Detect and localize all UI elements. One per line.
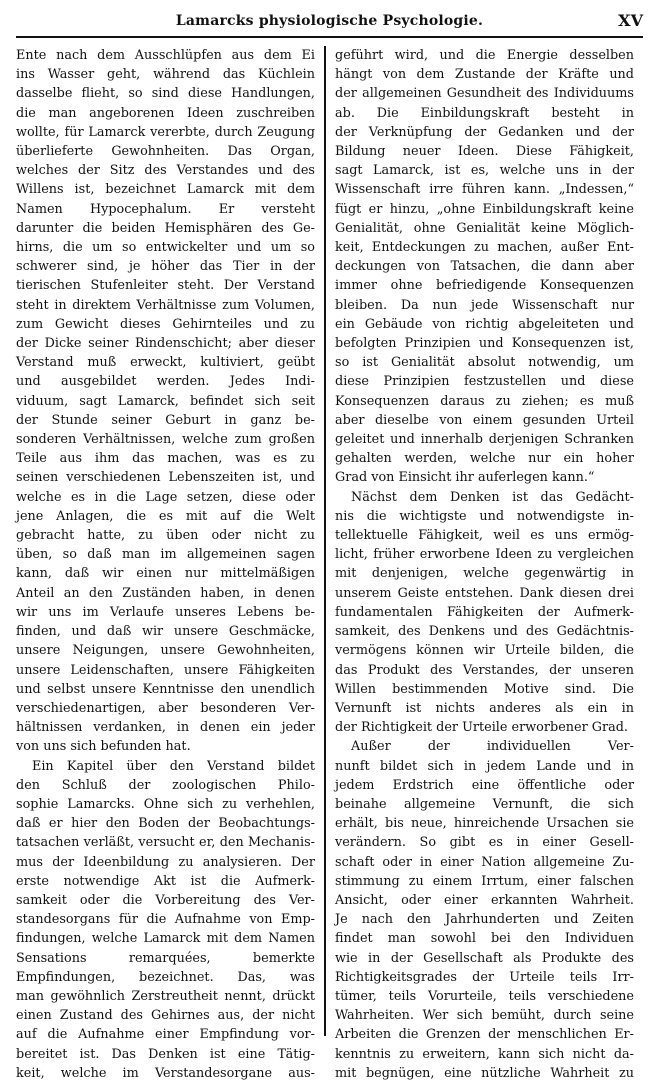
text-line: mit denjenigen, welche gegenwärtig in — [335, 566, 634, 582]
text-line: und selbst unsere Kenntnisse den unendlich — [16, 681, 315, 697]
text-line: überlieferte Gewohnheiten. Das Organ, — [16, 144, 315, 160]
text-line: daß er hier den Boden der Beobachtungs- — [16, 816, 315, 832]
right-column — [326, 46, 634, 1081]
text-line: viduum, sagt Lamarck, befindet sich seit — [16, 393, 315, 409]
text-line: Namen Hypocephalum. Er versteht — [16, 201, 315, 217]
text-line: erste notwendige Akt ist die Aufmerk- — [16, 873, 315, 889]
text-line: der Dicke seiner Rindenschicht; aber dieser — [16, 336, 315, 352]
text-line: Arbeiten die Grenzen der menschlichen Er- — [335, 1027, 634, 1043]
text-line: auf die Aufnahme einer Empfindung vor- — [16, 1027, 315, 1043]
text-line: keit, welche im Verstandesorgane aus- — [16, 1065, 315, 1081]
left-column — [16, 46, 324, 1081]
text-line: seinen verschiedenen Lebenszeiten ist, und — [16, 470, 315, 486]
text-line: Konsequenzen daraus zu ziehen; es muß — [335, 393, 634, 409]
text-line: Vernunft ist nichts anderes als ein in — [335, 700, 634, 716]
text-line: nis die wichtigste und notwendigste in- — [335, 508, 634, 524]
text-line: das Produkt des Verstandes, der unseren — [335, 662, 634, 678]
text-line: ab. Die Einbildungskraft besteht in — [335, 105, 634, 121]
page-header — [16, 10, 643, 38]
text-line: hirns, die um so entwickelter und um so — [16, 240, 315, 256]
text-line: vermögens können wir Urteile bilden, die — [335, 643, 634, 659]
text-line: samkeit, des Denkens und des Gedächtnis- — [335, 624, 634, 640]
text-line: Nächst dem Denken ist das Gedächt- — [351, 489, 634, 505]
text-line: mus der Ideenbildung zu analysieren. Der — [16, 854, 315, 870]
text-line: wir uns im Verlaufe unseres Lebens be- — [16, 604, 315, 620]
text-line: nunft bildet sich in jedem Lande und in — [335, 758, 634, 774]
text-line: ins Wasser geht, während das Küchlein — [16, 67, 315, 83]
text-line: fundamentalen Fähigkeiten der Aufmerk- — [335, 604, 634, 620]
text-line: einen Zustand des Gehirnes aus, der nicht — [16, 1008, 315, 1024]
text-line: Teile aus ihm das machen, was es zu — [16, 451, 315, 467]
text-line: findet man sowohl bei den Individuen — [335, 931, 634, 947]
text-line: Anteil an den Zuständen haben, in denen — [16, 585, 315, 601]
text-columns — [16, 46, 643, 1081]
text-line: sonderen Verhältnissen, welche zum großen — [16, 432, 315, 448]
text-line: stimmung zu einem Irrtum, einer falschen — [335, 873, 634, 889]
text-line: Empfindungen, bezeichnet. Das, was — [16, 969, 315, 985]
text-line: welche es in die Lage setzen, diese oder — [16, 489, 315, 505]
text-line: Grad von Einsicht ihr auferlegen kann.“ — [335, 470, 595, 486]
text-line: Ein Kapitel über den Verstand bildet — [32, 758, 315, 774]
text-line: sophie Lamarcks. Ohne sich zu verhehlen, — [16, 796, 315, 812]
text-line: findungen, welche Lamarck mit dem Namen — [16, 931, 315, 947]
text-line: geleitet und innerhalb derjenigen Schranken — [335, 432, 634, 448]
text-line: tatsachen verläßt, versucht er, den Mechanis- — [16, 835, 315, 851]
text-line: bereitet ist. Das Denken ist eine Tätig- — [16, 1046, 315, 1062]
text-line: gebracht hatte, zu üben oder nicht zu — [16, 528, 315, 544]
text-line: dasselbe flieht, so sind diese Handlungen, — [16, 86, 315, 102]
text-line: jene Anlagen, die es mit auf die Welt — [16, 508, 315, 524]
text-line: geführt wird, und die Energie desselben — [335, 48, 634, 63]
text-line: Sensations remarquées, bemerkte — [16, 950, 315, 966]
text-line: von uns sich befunden hat. — [16, 739, 191, 755]
text-line: den Schluß der zoologischen Philo- — [16, 777, 315, 793]
text-line: Bildung neuer Ideen. Diese Fähigkeit, — [335, 144, 634, 160]
text-line: man gewöhnlich Zerstreutheit nennt, drückt — [16, 988, 315, 1004]
text-line: Genialität, ohne Genialität keine Möglich- — [335, 220, 634, 236]
text-line: der Verknüpfung der Gedanken und der — [335, 124, 634, 140]
text-line: Je nach den Jahrhunderten und Zeiten — [335, 912, 634, 928]
text-line: bleiben. Da nun jede Wissenschaft nur — [335, 297, 634, 313]
text-line: standesorgans für die Aufnahme von Emp- — [16, 912, 315, 928]
text-line: wie in der Gesellschaft als Produkte des — [335, 950, 634, 966]
text-line: unsere Leidenschaften, unsere Fähigkeiten — [16, 662, 315, 678]
text-line: Verstand muß erweckt, kultiviert, geübt — [16, 355, 315, 371]
text-line: Wissenschaft irre führen kann. „Indessen,“ — [335, 182, 634, 198]
text-line: tellektuelle Fähigkeit, weil es uns ermög- — [335, 528, 634, 544]
text-line: Ente nach dem Ausschlüpfen aus dem Ei — [16, 48, 315, 63]
text-line: diese Prinzipien festzustellen und diese — [335, 374, 634, 390]
text-line: Wahrheiten. Wer sich bemüht, durch seine — [335, 1008, 634, 1024]
text-line: immer ohne befriedigende Konsequenzen — [335, 278, 634, 294]
text-line: wollte, für Lamarck vererbte, durch Zeugung — [16, 124, 315, 140]
text-line: hältnissen verdanken, in denen ein jeder — [16, 720, 315, 736]
text-line: erhält, bis neue, hinreichende Ursachen sie — [335, 816, 634, 832]
page-number: XV — [618, 11, 643, 30]
text-line: aber dieselbe von einem gesunden Urteil — [335, 412, 634, 428]
text-line: keit, Entdeckungen zu machen, außer Ent- — [335, 240, 634, 256]
text-line: tümer, teils Vorurteile, teils verschiedene — [335, 988, 634, 1004]
text-line: Außer der individuellen Ver- — [351, 739, 634, 755]
text-line: der allgemeinen Gesundheit des Individuums — [335, 86, 634, 102]
text-line: der Richtigkeit der Urteile erworbener Grad. — [335, 720, 628, 736]
text-line: licht, früher erworbene Ideen zu vergleichen — [335, 547, 634, 563]
text-line: zum Gewicht dieses Gehirnteiles und zu — [16, 316, 315, 332]
text-line: schaft oder in einer Nation allgemeine Zu- — [335, 854, 634, 870]
text-line: befolgten Prinzipien und Konsequenzen ist, — [335, 336, 634, 352]
text-line: Willen bestimmenden Motive sind. Die — [335, 681, 634, 697]
text-line: ein Gebäude von richtig abgeleiteten und — [335, 316, 634, 332]
text-line: samkeit oder die Vorbereitung des Ver- — [16, 892, 315, 908]
text-line: verschiedenartigen, aber besonderen Ver- — [16, 700, 315, 716]
text-line: hängt von dem Zustande der Kräfte und — [335, 67, 634, 83]
text-line: beinahe allgemeine Vernunft, die sich — [335, 796, 634, 812]
text-line: steht in direktem Verhältnisse zum Volumen, — [16, 297, 315, 313]
text-line: verändern. So gibt es in einer Gesell- — [335, 835, 634, 851]
text-line: die man angeborenen Ideen zuschreiben — [16, 105, 315, 121]
text-line: sagt Lamarck, ist es, welche uns in der — [335, 163, 634, 179]
text-line: Ansicht, oder einer erkannten Wahrheit. — [335, 892, 634, 908]
text-line: und ausgebildet werden. Jedes Indi- — [16, 374, 315, 390]
text-line: kenntnis zu erweitern, kann sich nicht da- — [335, 1046, 634, 1062]
text-line: Richtigkeitsgrades der Urteile teils Irr- — [335, 969, 634, 985]
text-line: Willens ist, bezeichnet Lamarck mit dem — [16, 182, 315, 198]
text-line: deckungen von Tatsachen, die dann aber — [335, 259, 634, 275]
text-line: finden, und daß wir unsere Geschmäcke, — [16, 624, 315, 640]
text-line: unsere Neigungen, unsere Gewohnheiten, — [16, 643, 315, 659]
text-line: unserem Geiste entstehen. Dank diesen drei — [335, 585, 634, 601]
text-line: darunter die beiden Hemisphären des Ge- — [16, 220, 315, 236]
text-line: der Stunde seiner Geburt in ganz be- — [16, 412, 315, 428]
text-line: mit begnügen, eine nützliche Wahrheit zu — [335, 1065, 634, 1081]
text-line: kann, daß wir einen nur mittelmäßigen — [16, 566, 315, 582]
text-line: welches der Sitz des Verstandes und des — [16, 163, 315, 179]
text-line: üben, so daß man im allgemeinen sagen — [16, 547, 315, 563]
text-line: schwerer sind, je höher das Tier in der — [16, 259, 315, 275]
text-line: so ist Genialität absolut notwendig, um — [335, 355, 634, 371]
text-line: fügt er hinzu, „ohne Einbildungskraft keine — [335, 201, 634, 217]
text-line: gehalten werden, welche nur ein hoher — [335, 451, 634, 467]
text-line: tierischen Stufenleiter steht. Der Verstand — [16, 278, 315, 294]
running-head: Lamarcks physiologische Psychologie. — [175, 13, 484, 29]
text-line: jedem Erdstrich eine öffentliche oder — [335, 777, 634, 793]
